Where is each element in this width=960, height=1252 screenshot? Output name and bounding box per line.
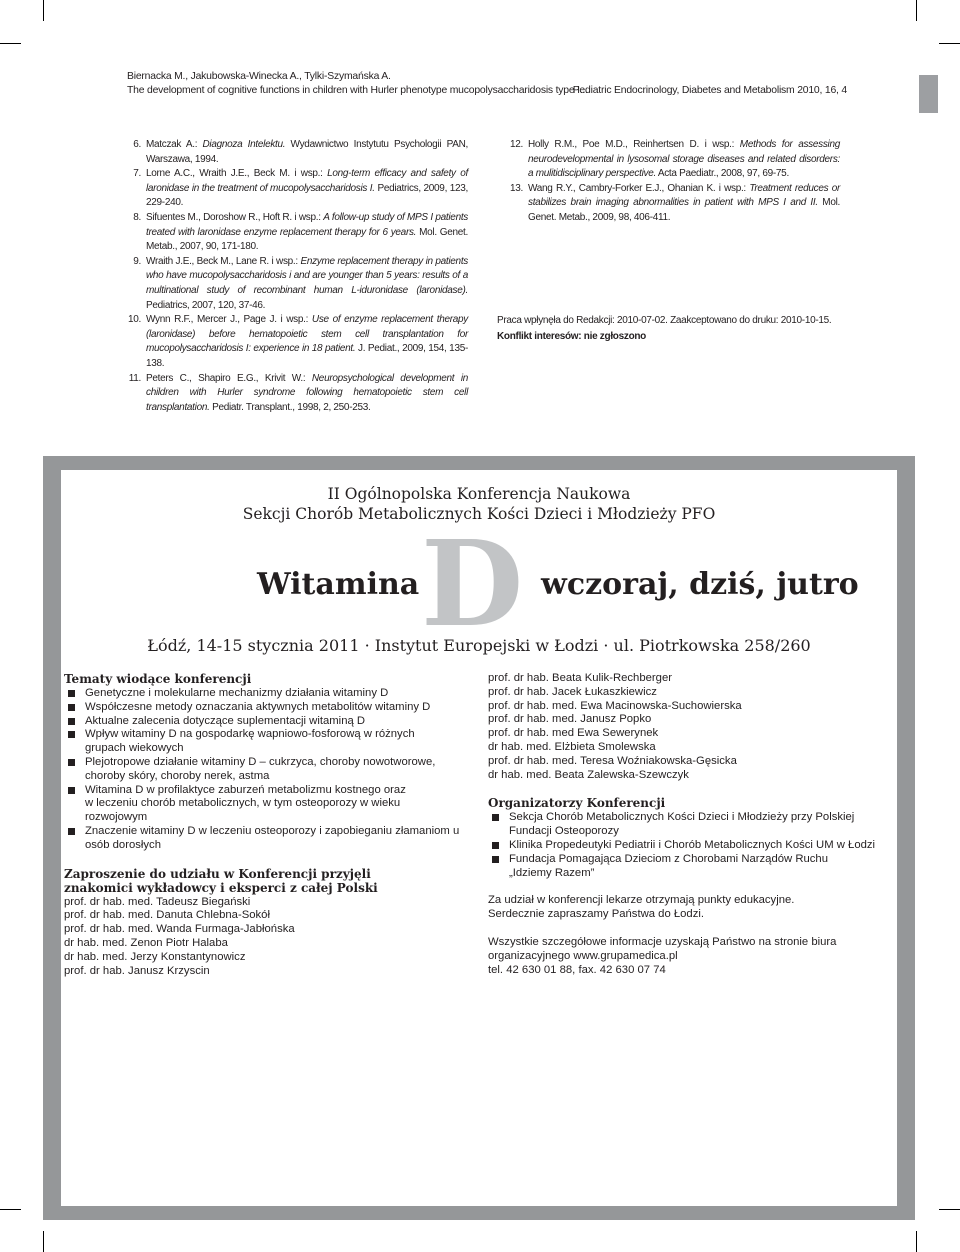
reference-item: 12. Holly R.M., Poe M.D., Reinhertsen D. i wsp.: Methods for assessing neurodevelopmental in lysosomal storage diseases and related disorders: a mulitidisciplinary perspective. Acta Paediatr., 2008, 97, 69-75. [509,139,840,180]
speaker-item: dr hab. med. Beata Zalewska-Szewczyk [488,768,689,781]
header-journal: Pediatric Endocrinology, Diabetes and Metabolism 2010, 16, 4 [572,85,847,96]
topic-item: Genetyczne i molekularne mechanizmy działania witaminy D [64,687,472,701]
topics-heading: Tematy wiodące konferencji [64,672,252,686]
square-bullet-icon [68,718,75,725]
info-phone: tel. 42 630 01 88, fax. 42 630 07 74 [488,963,666,976]
headline-witamina: Witamina [257,567,420,602]
speaker-item: prof. dr hab. med. Ewa Macinowska-Suchowierska [488,699,742,712]
speaker-item: dr hab. med. Elżbieta Smolewska [488,740,656,753]
reference-item: 11. Peters C., Shapiro E.G., Krivit W.: Neuropsychological development in children with Hurler syndrome following hematopoietic stem cell transplantation. Pediatr. Transplant., 1998, 2, 250-253. [128,372,468,413]
references-left-column [118,138,468,415]
conference-dateline: Łódź, 14-15 stycznia 2011 · Instytut Europejski w Łodzi · ul. Piotrkowska 258/260 [147,636,811,655]
advert-right-column [488,672,896,977]
received-dates: Praca wpłynęła do Redakcji: 2010-07-02. Zaakceptowano do druku: 2010-10-15. [497,315,832,326]
square-bullet-icon [68,759,75,766]
speaker-item: prof. dr hab. med. Janusz Popko [488,713,652,726]
header-authors: Biernacka M., Jakubowska-Winecka A., Tylki-Szymańska A. [127,71,391,82]
square-bullet-icon [492,814,499,821]
reference-item: 10. Wynn R.F., Mercer J., Page J. i wsp.: Use of enzyme replacement therapy (laronidase) before hematopoietic stem cell transplantation for mucopolysaccharidosis I: experience in 18 patient. J. Pediat., 2009, 154, 135-138. [127,314,468,369]
speaker-item: prof. dr hab. med. Danuta Chlebna-Sokół [64,909,270,922]
advert-left-column [64,672,472,978]
header-title: The development of cognitive functions in children with Hurler phenotype mucopolysaccharidosis type I... [127,85,588,96]
topic-item: Współczesne metody oznaczania aktywnych metabolitów witaminy D [64,701,472,715]
crop-mark [939,1209,960,1210]
conference-title: II Ogólnopolska Konferencja Naukowa [327,485,631,503]
speaker-item: dr hab. med. Jerzy Konstantynowicz [64,950,246,963]
square-bullet-icon [68,828,75,835]
square-bullet-icon [68,704,75,711]
topic-item: Znaczenie witaminy D w leczeniu osteoporozy i zapobieganiu złamaniom u osób dorosłych [64,825,485,853]
info-note: Wszystkie szczegółowe informacje uzyskają Państwo na stronie biura [488,935,837,948]
speaker-item: dr hab. med. Zenon Piotr Halaba [64,936,228,949]
square-bullet-icon [68,787,75,794]
page-tab-marker [919,75,938,113]
headline-tagline: wczoraj, dziś, jutro [541,567,859,602]
crop-mark [939,43,960,44]
submission-info [497,313,831,345]
invitation-note: Serdecznie zapraszamy Państwa do Łodzi. [488,908,705,921]
organizer-item: Klinika Propedeutyki Pediatrii i Chorób Metabolicznych Kości UM w Łodzi [488,839,896,853]
reference-item: 13. Wang R.Y., Cambry-Forker E.J., Ohanian K. i wsp.: Treatment reduces or stabilizes brain imaging abnormalities in patient with MPS I and II. Mol. Genet. Metab., 2009, 98, 406-411. [509,182,841,223]
cme-points-note: Za udział w konferencji lekarze otrzymają punkty edukacyjne. [488,894,795,907]
invite-heading: Zaproszenie do udziału w Konferencji przyjęli znakomici wykładowcy i eksperci z całej Polski [64,866,378,895]
speaker-item: prof. dr hab. Janusz Krzyscin [64,964,210,977]
organizer-item: Fundacja Pomagająca Dzieciom z Chorobami Narządów Ruchu „Idziemy Razem” [488,853,869,881]
organizers-heading: Organizatorzy Konferencji [488,796,666,811]
speaker-item: prof. dr hab. med. Wanda Furmaga-Jabłońska [64,923,295,936]
crop-mark [43,1231,44,1252]
info-website: organizacyjnego www.grupamedica.pl [488,949,678,962]
advert-panel [61,470,897,1206]
crop-mark [43,0,44,21]
speaker-item: prof. dr hab. Beata Kulik-Rechberger [488,672,672,684]
references-right-column [500,138,840,226]
reference-item: 9. Wraith J.E., Beck M., Lane R. i wsp.: Enzyme replacement therapy in patients who have mucopolysaccharidosis i and are younger than 5 years: results of a multinational study of recombinant human L-iduronidase (laronidase). Pediatrics, 2007, 120, 37-46. [133,255,468,311]
crop-mark [916,0,917,21]
conference-section: Sekcji Chorób Metabolicznych Kości Dzieci i Młodzieży PFO [242,505,716,523]
speaker-item: prof. dr hab. med. Tadeusz Biegański [64,895,251,908]
speaker-item: prof. dr hab. Jacek Łukaszkiewicz [488,685,657,698]
topic-item: Plejotropowe działanie witaminy D – cukrzyca, choroby nowotworowe, choroby skóry, choroby nerek, astma [64,756,460,784]
big-letter-d: D [421,514,524,653]
organizer-item: Sekcja Chorób Metabolicznych Kości Dzieci i Młodzieży przy Polskiej Fundacji Osteoporozy [488,811,894,839]
speaker-item: prof. dr hab. med. Teresa Woźniakowska-Gęsicka [488,754,737,767]
topic-item: Witamina D w profilaktyce zaburzeń metabolizmu kostnego oraz w leczeniu chorób metabolicznych, w tym osteoporozy w wieku rozwojowym [64,784,410,825]
reference-item: 7. Lorne A.C., Wraith J.E., Beck M. i wsp.: Long-term efficacy and safety of laronidase in the treatment of mucopolysaccharidosis I. Pediatrics, 2009, 123, 229-240. [133,168,469,209]
reference-item: 8. Sifuentes M., Doroshow R., Hoft R. i wsp.: A follow-up study of MPS I patients treated with laronidase enzyme replacement therapy for 6 years. Mol. Genet. Metab., 2007, 90, 171-180. [133,211,469,253]
topic-item: Aktualne zalecenia dotyczące suplementacji witaminą D [64,715,472,729]
conference-advert [43,456,915,1220]
crop-mark [916,1231,917,1252]
speaker-item: prof. dr hab. med Ewa Sewerynek [488,727,659,740]
reference-item: 6. Matczak A.: Diagnoza Intelektu. Wydawnictwo Instytutu Psychologii PAN, Warszawa, 1994. [133,139,468,165]
square-bullet-icon [68,690,75,697]
crop-mark [0,1209,21,1210]
conflict-of-interest: Konflikt interesów: nie zgłoszono [497,331,646,342]
running-header [127,70,847,98]
square-bullet-icon [492,842,499,849]
crop-mark [0,43,21,44]
topic-item: Wpływ witaminy D na gospodarkę wapniowo-fosforową w różnych grupach wiekowych [64,728,425,756]
square-bullet-icon [492,856,499,863]
square-bullet-icon [68,731,75,738]
